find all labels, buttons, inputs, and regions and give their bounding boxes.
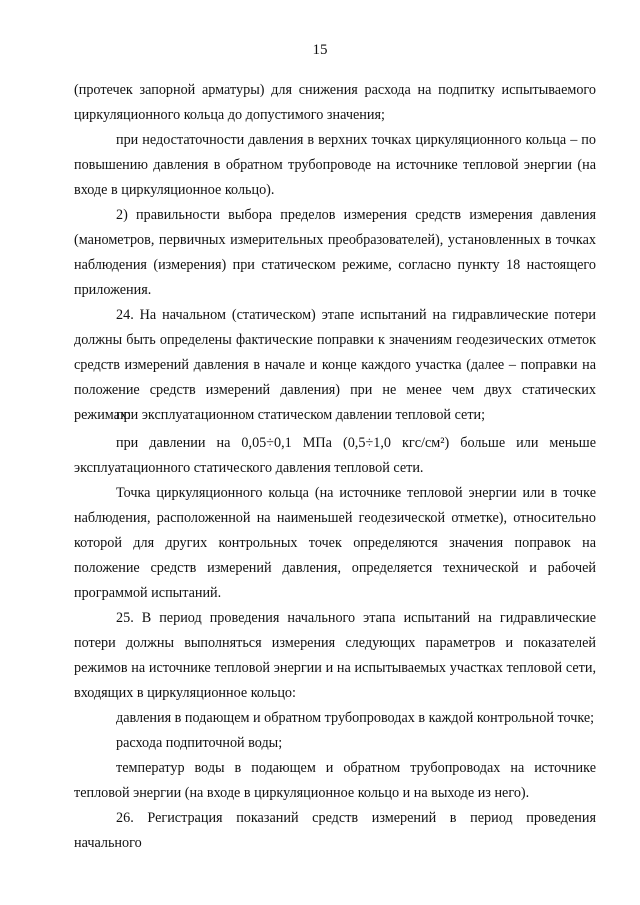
- paragraph-1: (протечек запорной арматуры) для снижения расхода на подпитку испытываемого циркуляционного кольца до допустимого значения;: [74, 82, 596, 123]
- paragraph-4: 24. На начальном (статическом) этапе испытаний на гидравлические потери должны быть определены фактические поправки к значениям геодезических отметок средств измерений давления в начале и конце каждого участка (далее – поправки на положение средств измерений давления) при не менее чем двух статических режимах:: [74, 307, 596, 423]
- paragraph-10: расхода подпиточной воды;: [116, 735, 283, 751]
- paragraph-11: температур воды в подающем и обратном трубопроводах на источнике тепловой энергии (на входе в циркуляционное кольцо и на выходе из него).: [74, 760, 596, 801]
- paragraph-12: 26. Регистрация показаний средств измерений в период проведения начального: [74, 810, 596, 851]
- paragraph-8: 25. В период проведения начального этапа испытаний на гидравлические потери должны выполняться измерения следующих параметров и показателей режимов на источнике тепловой энергии и на испытываемых участках тепловой сети, входящих в циркуляционное кольцо:: [74, 610, 596, 701]
- paragraph-6: при давлении на 0,05÷0,1 МПа (0,5÷1,0 кгс/см²) больше или меньше эксплуатационного статического давления тепловой сети.: [74, 435, 596, 476]
- paragraph-9: давления в подающем и обратном трубопроводах в каждой контрольной точке;: [116, 710, 595, 726]
- paragraph-2: при недостаточности давления в верхних точках циркуляционного кольца – по повышению давления в обратном трубопроводе на источнике тепловой энергии (на входе в циркуляционное кольцо).: [74, 132, 596, 198]
- page-number: 15: [312, 42, 328, 58]
- paragraph-3: 2) правильности выбора пределов измерения средств измерения давления (манометров, первичных измерительных преобразователей), установленных в точках наблюдения (измерения) при статическом режиме, согласно пункту 18 настоящего приложения.: [74, 207, 596, 298]
- paragraph-5: при эксплуатационном статическом давлении тепловой сети;: [116, 407, 486, 423]
- paragraph-7: Точка циркуляционного кольца (на источнике тепловой энергии или в точке наблюдения, расположенной на наименьшей геодезической отметке), относительно которой для других контрольных точек определяются значения поправок на положение средств измерений давления, определяется технической и рабочей программой испытаний.: [74, 485, 596, 601]
